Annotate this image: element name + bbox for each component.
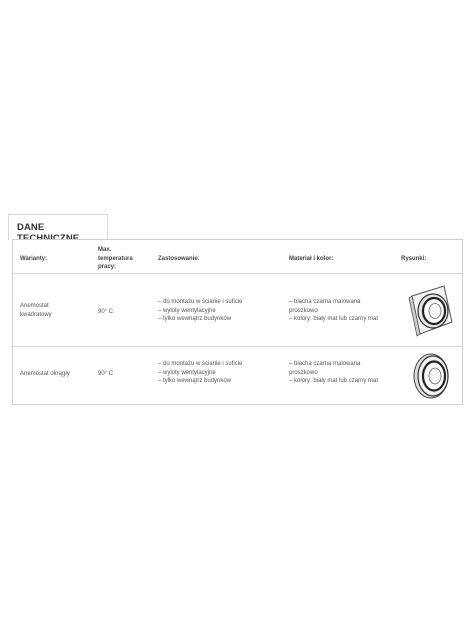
row2-material bbox=[289, 360, 378, 386]
header-max-temp bbox=[98, 246, 133, 272]
header-max-temp-line: Max. bbox=[98, 247, 112, 253]
square-anemostat-icon bbox=[406, 282, 458, 340]
header-drawings: Rysunki: bbox=[401, 256, 427, 262]
row1-variant bbox=[20, 302, 52, 319]
material-line: proszkowo bbox=[289, 369, 318, 376]
material-line: – kolory: biały mat lub czarny mat bbox=[289, 378, 379, 384]
material-line: – kolory: biały mat lub czarny mat bbox=[289, 316, 379, 322]
variant-line: kwadratowy bbox=[20, 311, 52, 318]
header-usage: Zastosowanie: bbox=[158, 256, 200, 262]
row2-usage bbox=[158, 360, 242, 386]
variant-line: Anemostat okrągły bbox=[20, 371, 70, 377]
usage-line: – wyloty wentylacyjne bbox=[158, 307, 216, 314]
row1-usage bbox=[158, 298, 242, 324]
row2-variant bbox=[20, 370, 70, 379]
round-anemostat-icon bbox=[409, 351, 453, 401]
row2-temp: 90° C bbox=[98, 371, 114, 377]
usage-line: – do montażu w ścianie i suficie bbox=[158, 361, 243, 367]
tab-dane-techniczne[interactable] bbox=[8, 214, 108, 240]
row-divider bbox=[13, 346, 462, 347]
header-material: Materiał i kolor: bbox=[289, 256, 334, 262]
technical-data-table bbox=[12, 239, 463, 405]
usage-line: – tylko wewnątrz budynków bbox=[158, 316, 232, 322]
usage-line: – tylko wewnątrz budynków bbox=[158, 378, 232, 384]
header-max-temp-line: pracy: bbox=[98, 264, 117, 270]
material-line: proszkowo bbox=[289, 307, 318, 314]
row1-material bbox=[289, 298, 378, 324]
row-divider bbox=[13, 273, 462, 274]
usage-line: – do montażu w ścianie i suficie bbox=[158, 299, 243, 305]
tab-label: DANE bbox=[17, 222, 45, 233]
header-variants: Warianty: bbox=[20, 256, 48, 262]
material-line: – blacha czarna malowana bbox=[289, 299, 361, 305]
row1-temp: 90° C bbox=[98, 309, 114, 315]
material-line: – blacha czarna malowana bbox=[289, 361, 361, 367]
variant-line: Anemostat bbox=[20, 303, 49, 309]
usage-line: – wyloty wentylacyjne bbox=[158, 369, 216, 376]
header-max-temp-line: temperatura bbox=[98, 255, 133, 262]
